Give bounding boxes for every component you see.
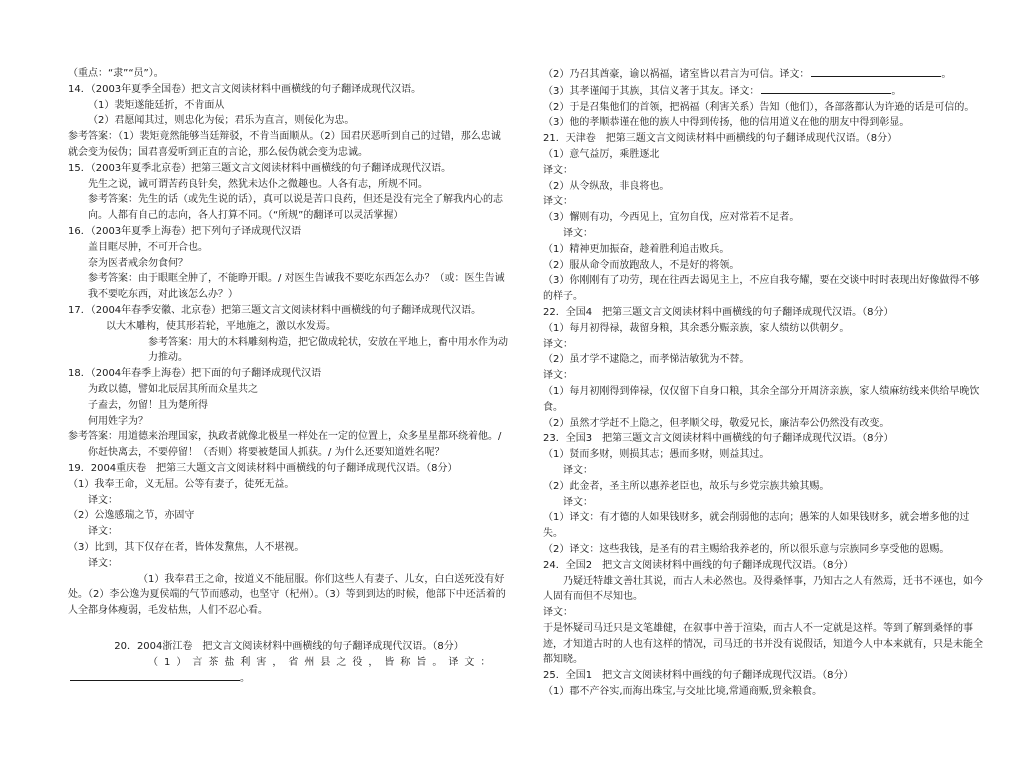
question-sentence: （1）意气益厉，乘胜逐北: [543, 148, 660, 160]
question-21-title: 21．天津卷 把第三题文言文阅读材料中画横线的句子翻译成现代汉语。（8分）: [543, 133, 898, 145]
question-sentence: （2）乃召其酋豪，谕以祸福，诸室皆以君言为可信。译文： 。: [543, 66, 989, 83]
question-sentence: 乃疑迁特雄文善壮其说，而古人未必然也。及得桑怿事，乃知古之人有然焉，迁书不诬也，如今人固有而但不尽知也。: [543, 575, 983, 603]
question-sentence: （2）从令纵敌，非良将也。: [543, 180, 670, 192]
translation-label: 译文：: [543, 338, 573, 350]
question-24-title: 24．全国2 把文言文阅读材料中画线的句子翻译成现代汉语。（8分）: [543, 559, 854, 571]
left-column: [68, 66, 510, 687]
answer-text: 于是怀疑司马迁只是文笔雄健，在叙事中善于渲染，而古人不一定就是这样。等到了解到桑怿的事迹，才知道古时的人也有这样的情况，司马迁的书并没有说假话，知道今人中本来就有，只是未能全都知晓。: [543, 622, 983, 666]
question-sentence: （1）言茶盐利害，省州县之役，皆称旨。译文：: [148, 656, 497, 668]
question-sentence: 奈为医者戒余勿食何？: [88, 257, 188, 269]
translation-label: 译文：: [543, 370, 573, 382]
question-sentence: （1）裴矩遂能廷折，不肯面从: [88, 99, 225, 111]
question-25-title: 25．全国1 把文言文阅读材料中画线的句子翻译成现代汉语。（8分）: [543, 670, 854, 682]
translation-label: 译文：: [563, 227, 593, 239]
translation-label: 译文：: [563, 464, 593, 476]
question-18-title: 18．（2004年春季上海卷）把下面的句子翻译成现代汉语: [68, 368, 322, 380]
answer-text: （1）我奉君王之命，按道义不能屈服。你们这些人有妻子、儿女，白白送死没有好处。（2）李公逸为夏侯端的气节而感动，也坚守（杞州）。（3）等到到达的时候，他部下中还活着的人全都身体瘦弱，毛发枯焦，人们不忍心看。: [68, 573, 506, 617]
question-sentence: 何用姓字为？: [88, 415, 148, 427]
question-sentence: 为政以德，譬如北辰居其所而众星共之: [88, 383, 258, 395]
question-22-title: 22．全国4 把第三题文言文阅读材料中画横线的句子翻译成现代汉语。（8分）: [543, 306, 894, 318]
question-sentence: 盖目眶尽肿，不可开合也。: [88, 241, 208, 253]
question-sentence: （3）比到，其下仅存在者，皆体发黧焦，人不堪视。: [68, 541, 305, 553]
question-14-title: 14．（2003年夏季全国卷）把文言文阅读材料中画横线的句子翻译成现代汉语。: [68, 83, 422, 95]
answer-text: 参考答案：用大的木料雕刻构造，把它做成轮状，安放在平地上，畜中用水作为动力推动。: [148, 336, 508, 364]
answer-text: 参考答案：由于眼眶全肿了，不能睁开眼。/ 对医生告诫我不要吃东西怎么办？（或：医生告诫我不要吃东西，对此该怎么办？）: [88, 273, 505, 301]
answer-text: 参考答案：（1）裴矩竟然能够当廷辩驳，不肯当面顺从。（2）国君厌恶听到自己的过错，那么忠诚就会变为佞伪；国君喜爱听到正直的言论，那么佞伪就会变为忠诚。: [68, 131, 501, 158]
question-sentence: （3）懈则有功，今西见上，宜勿自伐，应对常若不足者。: [543, 212, 800, 224]
translation-label: 译文：: [543, 196, 573, 208]
question-sentence: 先生之说，诚可谓苦药良针矣，然犹未达仆之微趣也。人各有志，所规不同。: [88, 178, 428, 190]
question-sentence: （1）贤而多财，则损其志；愚而多财，则益其过。: [543, 449, 770, 461]
question-sentence: 子盍去，勿留！且为楚所得: [88, 399, 208, 411]
question-sentence: （1）每月初得禄，裁留身粮，其余悉分赈亲族，家人绩纺以供朝夕。: [543, 322, 850, 334]
question-sentence: （2）公逸感瑞之节，亦固守: [68, 510, 195, 522]
translation-label: 译文：: [88, 494, 118, 506]
translation-label: 译文：: [543, 164, 573, 176]
answer-text: （2）于是召集他们的首领，把祸福（利害关系）告知（他们），各部落都认为许逊的话是可信的。: [543, 101, 975, 113]
question-15-title: 15．（2003年夏季北京卷）把第三题文言文阅读材料中画横线的句子翻译成现代汉语。: [68, 162, 452, 174]
answer-text: 你赶快离去，不要停留！（否则）将要被楚国人抓获。/ 为什么还要知道姓名呢？: [88, 447, 445, 459]
answer-text: （3）他的孝顺恭谨在他的族人中得到传扬，他的信用道义在他的朋友中得到彰显。: [543, 117, 910, 129]
text-line: （重点：“隶”“员”）。: [68, 68, 164, 79]
question-17-title: 17．（2004年春季安徽、北京卷）把第三题文言文阅读材料中画横线的句子翻译成现代汉语。: [68, 304, 482, 316]
translation-label: 译文：: [543, 607, 573, 619]
translation-label: 译文：: [88, 526, 118, 538]
answer-text: （2）服从命令而放跑敌人，不是好的将领。: [543, 259, 740, 271]
translation-label: 译文：: [563, 496, 593, 508]
answer-text: （2）译文：这些我钱，是圣有的君主赐给我养老的，所以很乐意与宗族同乡享受他的恩赐。: [543, 543, 950, 555]
right-column: [543, 66, 989, 700]
answer-text: （1）精神更加振奋，趁着胜利追击败兵。: [543, 243, 730, 255]
answer-blank-line: 。: [68, 670, 510, 687]
answer-text: （1）每月初刚得到俸禄，仅仅留下自身口粮，其余全部分开周济亲族，家人绩麻纺线来供给早晚饮食。: [543, 385, 980, 413]
answer-text: （2）虽然才学赶不上隐之，但孝顺父母，敬爱兄长，廉洁奉公仍然没有改变。: [543, 417, 890, 429]
answer-text: 参考答案：先生的话（或先生说的话），真可以说是苦口良药，但还是没有完全了解我内心的志向。人都有自己的志向，各人打算不同。（“所规”的翻译可以灵活掌握）: [88, 194, 503, 222]
answer-text: （1）译文：有才德的人如果钱财多，就会削弱他的志向；愚笨的人如果钱财多，就会增多他的过失。: [543, 512, 970, 540]
question-sentence: （2）虽才学不逮隐之，而孝悌洁敏犹为不替。: [543, 354, 750, 366]
answer-text: （3）你刚刚有了功劳，现在往西去谒见主上，不应自我夸耀，要在交谈中时时表现出好像做得不够的样子。: [543, 275, 980, 303]
answer-text: 参考答案：用道德来治理国家，执政者就像北极星一样处在一定的位置上，众多星星都环绕着他。/: [68, 431, 502, 443]
question-23-title: 23．全国3 把第三题文言文阅读材料中画横线的句子翻译成现代汉语。（8分）: [543, 433, 894, 445]
question-sentence: 以大木雕构，使其形若轮，平地施之，激以水发焉。: [106, 320, 336, 332]
question-16-title: 16．（2003年夏季上海卷）把下列句子译成现代汉语: [68, 225, 302, 237]
translation-label: 译文：: [88, 557, 118, 569]
question-19-title: 19．2004重庆卷 把第三大题文言文阅读材料中画横线的句子翻译成现代汉语。（8分）: [68, 462, 458, 474]
question-sentence: （2）此金者，圣主所以惠养老臣也，故乐与乡党宗族共飨其赐。: [543, 480, 830, 492]
question-sentence: （3）其孝谨闻于其族，其信义著于其友。译文： 。: [543, 83, 989, 100]
question-sentence: （1）我奉王命，义无屈。公等有妻子，徒死无益。: [68, 478, 295, 490]
question-20-title: 20．2004浙江卷 把文言文阅读材料中画横线的句子翻译成现代汉语。（8分）: [114, 640, 464, 652]
question-sentence: （1）郡不产谷实,而海出珠宝,与交址比境,常通商贩,贸籴粮食。: [543, 686, 823, 698]
question-sentence: （2）君愿闻其过，则忠化为佞；君乐为直言，则佞化为忠。: [88, 115, 355, 127]
